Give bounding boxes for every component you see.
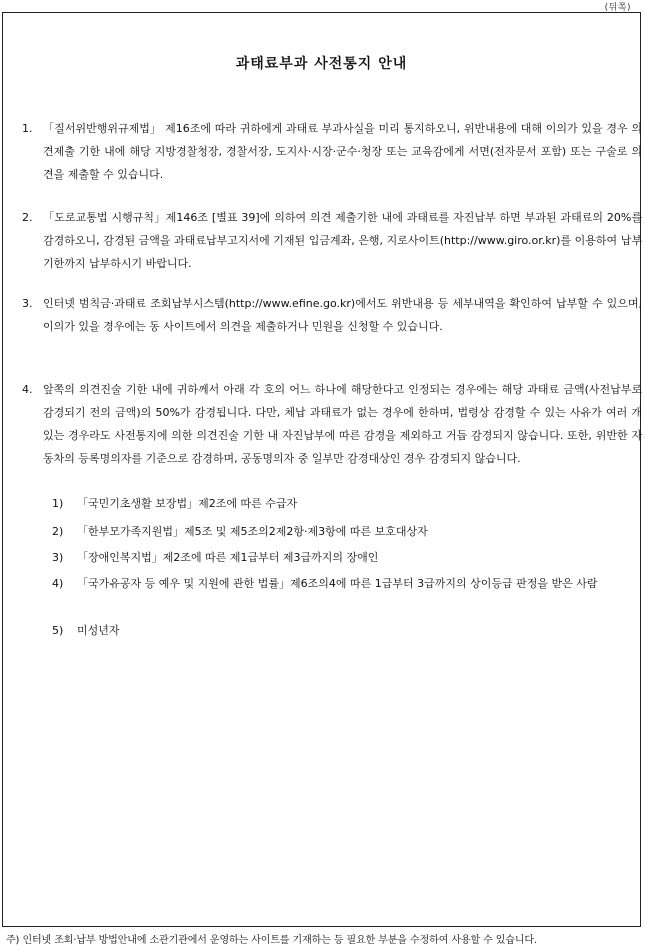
reduction-item-5	[52, 620, 640, 641]
paragraph-text: 「도로교통법 시행규칙」제146조 [별표 39]에 의하여 의견 제출기한 내에 과태료를 자진납부 하면 부과된 과태료의 20%를 감경하오니, 감경된 금액을 과태료납부고지서에 기재된 입금계좌, 은행, 지로사이트(http://www.giro.or.kr)를 이용하여 납부기한까지 납부하시기 바랍니다.	[43, 211, 642, 270]
footnote: 주) 인터넷 조회·납부 방법안내에 소관기관에서 운영하는 사이트를 기재하는 등 필요한 부분을 수정하여 사용할 수 있습니다.	[6, 935, 538, 946]
paragraph-text: 앞쪽의 의견진술 기한 내에 귀하께서 아래 각 호의 어느 하나에 해당한다고 인정되는 경우에는 해당 과태료 금액(사전납부로 감경되기 전의 금액)의 50%가 감경됩니다. 다만, 체납 과태료가 없는 경우에 한하며, 법령상 감경할 수 있는 사유가 여러 개 있는 경우라도 사전통지에 의한 의견진술 기한 내 자진납부에 따른 감경을 제외하고 거듭 감경되지 않습니다. 또한, 위반한 자동차의 등록명의자를 기준으로 감경하며, 공동명의자 중 일부만 감경대상인 경우 감경되지 않습니다.	[43, 383, 642, 465]
paragraph-number: 4.	[22, 383, 33, 396]
reduction-item-2	[52, 521, 640, 542]
item-number: 5)	[52, 624, 64, 637]
paragraph-number: 3.	[22, 297, 33, 310]
paragraph-text: 「질서위반행위규제법」 제16조에 따라 귀하에게 과태료 부과사실을 미리 통지하오니, 위반내용에 대해 이의가 있을 경우 의견제출 기한 내에 해당 지방경찰청장, 경찰서장, 도지사·시장·군수·청장 또는 교육감에게 서면(전자문서 포함) 또는 구술로 의견을 제출할 수 있습니다.	[43, 122, 642, 181]
notice-paragraph-4	[22, 378, 642, 470]
item-text: 「국민기초생활 보장법」제2조에 따른 수급자	[77, 497, 298, 510]
back-side-label: (뒤쪽)	[604, 3, 631, 13]
item-text: 「장애인복지법」제2조에 따른 제1급부터 제3급까지의 장애인	[77, 551, 379, 564]
notice-paragraph-2	[22, 206, 642, 275]
item-text: 「국가유공자 등 예우 및 지원에 관한 법률」제6조의4에 따른 1급부터 3급까지의 상이등급 판정을 받은 사람	[77, 577, 598, 590]
paragraph-number: 2.	[22, 211, 33, 224]
notice-paragraph-1	[22, 117, 642, 186]
reduction-item-1	[52, 493, 640, 514]
reduction-item-3	[52, 547, 640, 568]
item-number: 4)	[52, 577, 64, 590]
item-number: 2)	[52, 525, 64, 538]
notice-frame	[2, 12, 641, 927]
item-number: 1)	[52, 497, 64, 510]
item-text: 미성년자	[77, 624, 120, 637]
item-number: 3)	[52, 551, 64, 564]
paragraph-number: 1.	[22, 122, 33, 135]
item-text: 「한부모가족지원법」제5조 및 제5조의2제2항·제3항에 따른 보호대상자	[77, 525, 428, 538]
reduction-item-4	[52, 573, 640, 594]
notice-paragraph-3	[22, 292, 642, 338]
page-title: 과태료부과 사전통지 안내	[235, 56, 408, 72]
paragraph-text: 인터넷 범칙금·과태료 조회납부시스템(http://www.efine.go.kr)에서도 위반내용 등 세부내역을 확인하여 납부할 수 있으며, 이의가 있을 경우에는 동 사이트에서 의견을 제출하거나 민원을 신청할 수 있습니다.	[43, 297, 642, 333]
